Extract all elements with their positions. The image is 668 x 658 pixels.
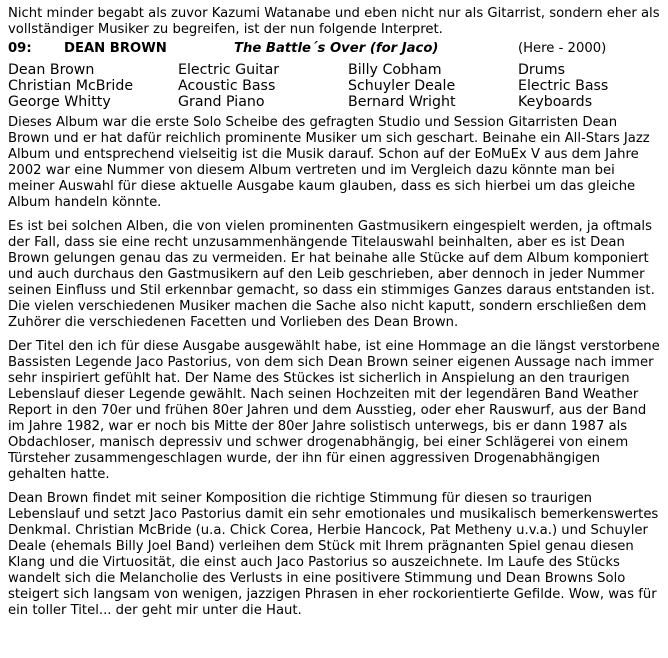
musician-instrument: Acoustic Bass (178, 78, 276, 94)
musician-name: Christian McBride (8, 78, 134, 94)
musician-name: Dean Brown (8, 62, 95, 78)
musician-instrument: Keyboards (518, 94, 593, 110)
musician-instrument: Drums (518, 62, 565, 78)
musician-instrument: Electric Bass (518, 78, 609, 94)
body-paragraph: Dean Brown findet mit seiner Komposition die richtige Stimmung für diesen so traurigen Lebenslauf und setzt Jaco Pastorius damit ein sehr emotionales und musikalisch bemerkenswertes Denkmal. Christian McBride (u.a. Chick Corea, Herbie Hancock, Pat Metheny u.v.a.) und Schuyler Deale (ehemals Billy Joel Band) verleihen dem Stück mit Ihrem prägnanten Spiel genau diesen Klang und die Virtuosität, die einst auch Jaco Pastorius so auszeichnete. Im Laufe des Stücks wandelt sich die Melancholie des Verlusts in eine positivere Stimmung und Dean Browns Solo steigert sich langsam von wenigen, jazzigen Phrasen in eher rockorientierte Gefilde. Wow, was für ein toller Titel... der geht mir unter die Haut. (8, 491, 659, 618)
track-number: 09: (8, 41, 32, 56)
track-release-info: (Here - 2000) (518, 41, 607, 56)
musician-name: Bernard Wright (348, 94, 456, 110)
musician-instrument: Electric Guitar (178, 62, 280, 78)
body-paragraph: Es ist bei solchen Alben, die von vielen prominenten Gastmusikern eingespielt werden, ja oftmals der Fall, dass sie eine recht unzusammenhängende Titelauswahl beinhalten, aber es ist Dean Brown gelungen genau das zu vermeiden. Er hat beinahe alle Stücke auf dem Album komponiert und auch durchaus den Gastmusikern auf den Leib geschrieben, aber dennoch in jeder Nummer seinen Einfluss und Stil erkennbar gemacht, so dass ein stimmiges Ganzes daraus entstanden ist. Die vielen verschiedenen Musiker machen die Sache also nicht kaputt, sondern erschließen dem Zuhörer die verschiedenen Facetten und Vorlieben des Dean Brown. (8, 219, 655, 330)
track-header (8, 40, 660, 58)
body-paragraph: Dieses Album war die erste Solo Scheibe des gefragten Studio und Session Gitarristen Dean Brown und er hat dafür reichlich prominente Musiker um sich geschart. Beinahe ein All-Stars Jazz Album und entsprechend vielseitig ist die Musik darauf. Schon auf der EoMuEx V aus dem Jahre 2002 war eine Nummer von diesem Album vertreten und im Vergleich dazu könnte man bei meiner Auswahl für diese aktuelle Ausgabe kaum glauben, dass es sich hierbei um das gleiche Album handeln könnte. (8, 115, 650, 210)
track-title: The Battle´s Over (for Jaco) (234, 41, 439, 56)
track-artist: DEAN BROWN (64, 41, 167, 56)
lineup-grid (8, 62, 660, 110)
intro-paragraph: Nicht minder begabt als zuvor Kazumi Watanabe und eben nicht nur als Gitarrist, sondern eher als vollständiger Musiker zu begreifen, ist der nun folgende Interpret. (8, 6, 660, 37)
musician-name: Schuyler Deale (348, 78, 456, 94)
musician-instrument: Grand Piano (178, 94, 265, 110)
musician-name: Billy Cobham (348, 62, 442, 78)
musician-name: George Whitty (8, 94, 111, 110)
body-paragraph: Der Titel den ich für diese Ausgabe ausgewählt habe, ist eine Hommage an die längst verstorbene Bassisten Legende Jaco Pastorius, von dem sich Dean Brown seiner eigenen Aussage nach immer sehr inspiriert gefühlt hat. Der Name des Stückes ist sicherlich in Anspielung an den traurigen Lebenslauf dieser Legende gewählt. Nach seinen Hochzeiten mit der legendären Band Weather Report in den 70er und frühen 80er Jahren und dem Ausstieg, oder eher Rauswurf, aus der Band im Jahre 1982, war er noch bis Mitte der 80er Jahre solistisch unterwegs, bis er dann 1987 als Obdachloser, manisch depressiv und schwer drogenabhängig, bei einer Schlägerei von einem Türsteher zusammengeschlagen wurde, der ihn für einen aggressiven Drogenabhängigen gehalten hatte. (8, 339, 660, 482)
